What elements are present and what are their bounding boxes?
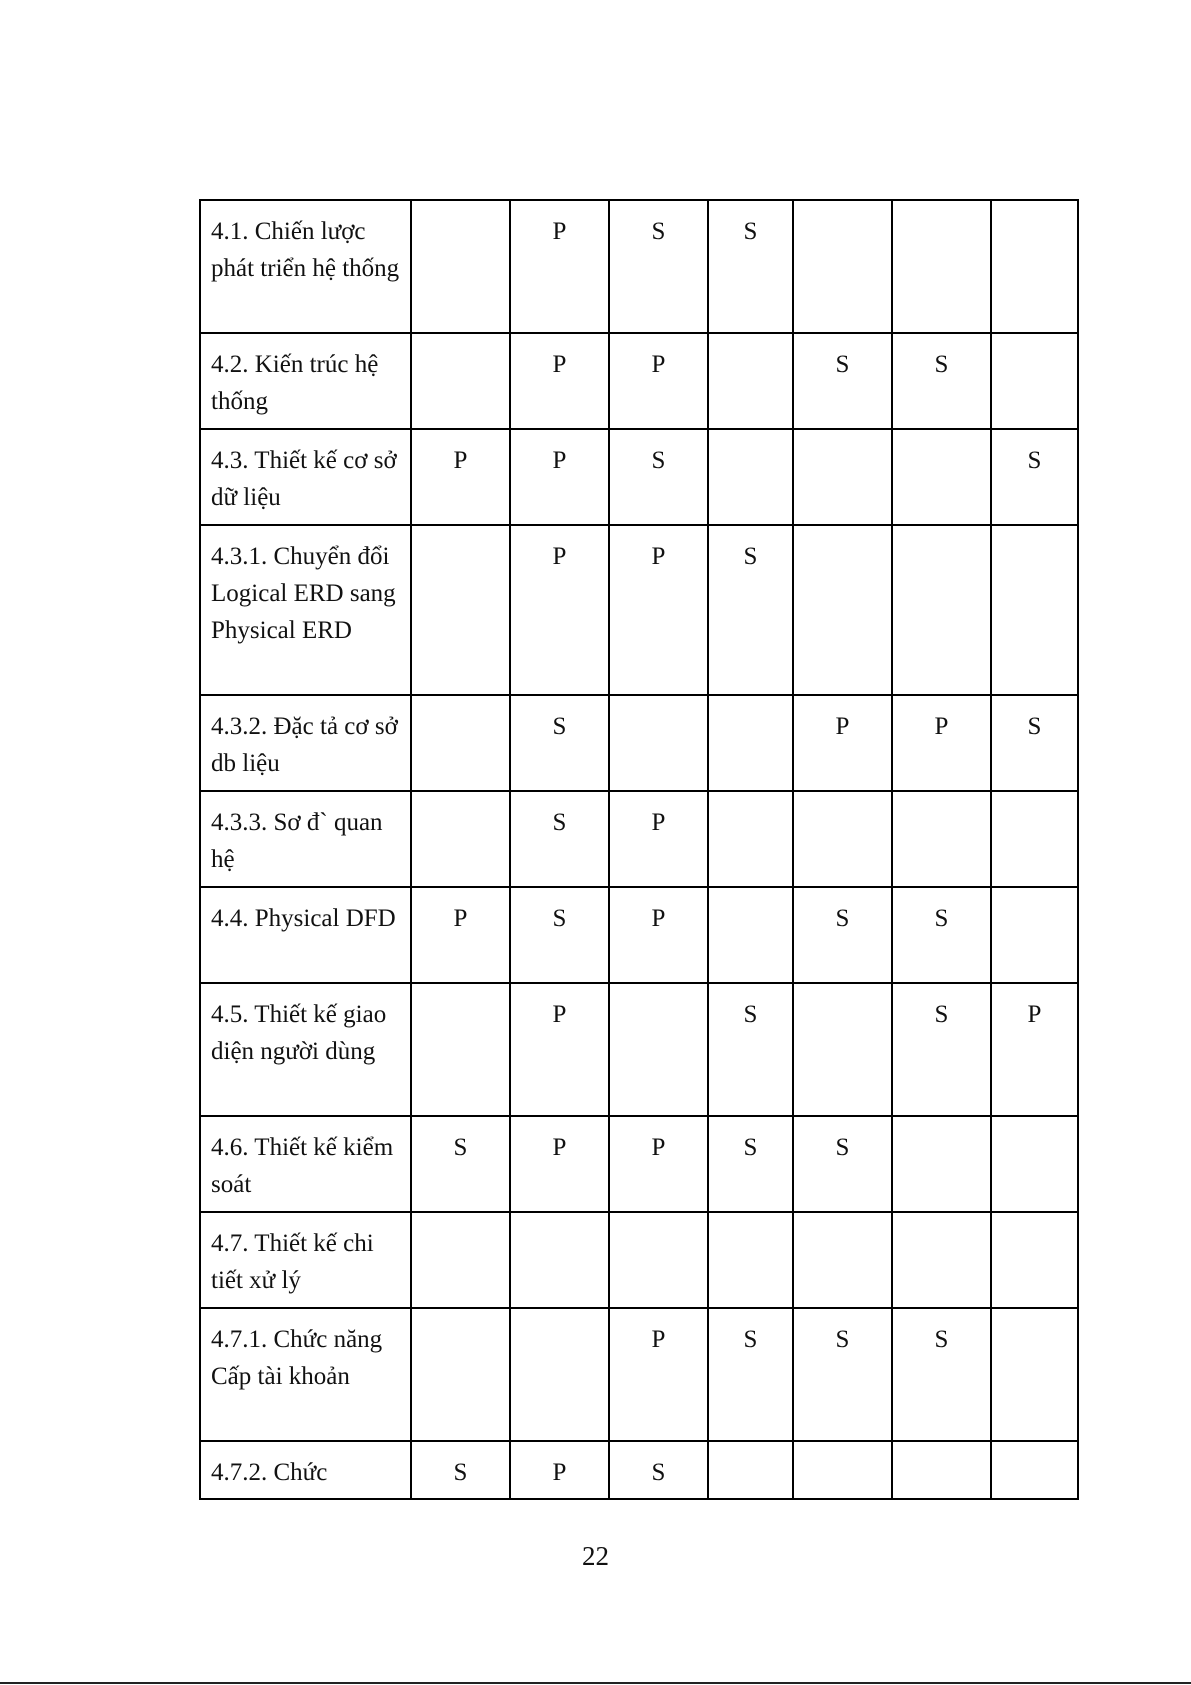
- responsibility-cell: S: [510, 695, 609, 791]
- responsibility-cell: P: [991, 983, 1078, 1116]
- matrix-body: [200, 200, 1078, 1499]
- table-row: [200, 1212, 1078, 1308]
- table-row: [200, 695, 1078, 791]
- responsibility-cell: [991, 525, 1078, 695]
- responsibility-cell: [892, 1116, 991, 1212]
- responsibility-cell: S: [411, 1116, 510, 1212]
- responsibility-cell: [892, 429, 991, 525]
- table-row: [200, 887, 1078, 983]
- responsibility-cell: P: [609, 887, 708, 983]
- responsibility-cell: S: [991, 695, 1078, 791]
- table-row: [200, 333, 1078, 429]
- responsibility-matrix-table: [199, 199, 1079, 1500]
- table-row: [200, 791, 1078, 887]
- responsibility-cell: [793, 429, 892, 525]
- table-row: [200, 200, 1078, 333]
- task-cell: 4.3.2. Đặc tả cơ sở db liệu: [200, 695, 411, 791]
- responsibility-cell: P: [609, 1308, 708, 1441]
- responsibility-cell: P: [609, 525, 708, 695]
- responsibility-cell: P: [510, 1116, 609, 1212]
- responsibility-cell: [793, 791, 892, 887]
- responsibility-cell: [708, 791, 793, 887]
- table-row: [200, 1308, 1078, 1441]
- responsibility-cell: P: [510, 983, 609, 1116]
- responsibility-cell: [411, 333, 510, 429]
- responsibility-cell: [892, 791, 991, 887]
- table-row: [200, 429, 1078, 525]
- responsibility-cell: S: [411, 1441, 510, 1499]
- responsibility-cell: [708, 695, 793, 791]
- responsibility-cell: S: [793, 333, 892, 429]
- responsibility-cell: [892, 200, 991, 333]
- responsibility-cell: S: [991, 429, 1078, 525]
- responsibility-cell: [892, 1441, 991, 1499]
- responsibility-cell: [793, 1212, 892, 1308]
- responsibility-cell: S: [708, 200, 793, 333]
- responsibility-cell: [793, 525, 892, 695]
- responsibility-cell: [991, 200, 1078, 333]
- responsibility-cell: P: [609, 333, 708, 429]
- responsibility-cell: [510, 1212, 609, 1308]
- task-cell: 4.3.3. Sơ đ` quan hệ: [200, 791, 411, 887]
- page-number: 22: [582, 1541, 609, 1571]
- responsibility-cell: P: [510, 1441, 609, 1499]
- responsibility-cell: P: [609, 791, 708, 887]
- responsibility-cell: [991, 1212, 1078, 1308]
- responsibility-cell: [411, 200, 510, 333]
- responsibility-cell: [991, 1308, 1078, 1441]
- task-cell: 4.7.1. Chức năng Cấp tài khoản: [200, 1308, 411, 1441]
- responsibility-cell: [708, 887, 793, 983]
- responsibility-cell: S: [510, 791, 609, 887]
- responsibility-cell: [411, 1212, 510, 1308]
- responsibility-cell: [411, 1308, 510, 1441]
- responsibility-cell: P: [510, 333, 609, 429]
- responsibility-cell: S: [793, 887, 892, 983]
- responsibility-cell: [991, 791, 1078, 887]
- responsibility-cell: S: [510, 887, 609, 983]
- table-row: [200, 1441, 1078, 1499]
- responsibility-cell: S: [892, 887, 991, 983]
- task-cell: 4.3. Thiết kế cơ sở dữ liệu: [200, 429, 411, 525]
- task-cell: 4.7.2. Chức: [200, 1441, 411, 1499]
- task-cell: 4.4. Physical DFD: [200, 887, 411, 983]
- task-cell: 4.6. Thiết kế kiểm soát: [200, 1116, 411, 1212]
- responsibility-cell: [991, 1116, 1078, 1212]
- responsibility-cell: P: [510, 200, 609, 333]
- task-cell: 4.5. Thiết kế giao diện người dùng: [200, 983, 411, 1116]
- responsibility-cell: S: [793, 1116, 892, 1212]
- responsibility-cell: S: [708, 1308, 793, 1441]
- responsibility-cell: [708, 333, 793, 429]
- responsibility-cell: S: [708, 1116, 793, 1212]
- responsibility-cell: S: [609, 200, 708, 333]
- bottom-divider: [0, 1682, 1191, 1684]
- responsibility-cell: [411, 695, 510, 791]
- responsibility-cell: P: [510, 429, 609, 525]
- responsibility-cell: S: [708, 983, 793, 1116]
- table-row: [200, 983, 1078, 1116]
- responsibility-cell: P: [609, 1116, 708, 1212]
- responsibility-cell: [411, 983, 510, 1116]
- responsibility-cell: S: [609, 429, 708, 525]
- responsibility-cell: [991, 333, 1078, 429]
- responsibility-cell: [991, 1441, 1078, 1499]
- responsibility-cell: [609, 983, 708, 1116]
- responsibility-cell: [609, 695, 708, 791]
- responsibility-cell: [510, 1308, 609, 1441]
- responsibility-cell: S: [892, 333, 991, 429]
- responsibility-cell: P: [892, 695, 991, 791]
- responsibility-cell: [892, 525, 991, 695]
- responsibility-cell: P: [411, 429, 510, 525]
- responsibility-cell: S: [609, 1441, 708, 1499]
- responsibility-cell: S: [708, 525, 793, 695]
- responsibility-cell: P: [510, 525, 609, 695]
- responsibility-cell: [411, 525, 510, 695]
- task-cell: 4.7. Thiết kế chi tiết xử lý: [200, 1212, 411, 1308]
- responsibility-cell: [411, 791, 510, 887]
- responsibility-cell: S: [892, 1308, 991, 1441]
- table-row: [200, 1116, 1078, 1212]
- responsibility-cell: S: [892, 983, 991, 1116]
- responsibility-cell: [793, 1441, 892, 1499]
- table-row: [200, 525, 1078, 695]
- responsibility-cell: [708, 429, 793, 525]
- responsibility-cell: [892, 1212, 991, 1308]
- responsibility-cell: [708, 1441, 793, 1499]
- responsibility-cell: [793, 983, 892, 1116]
- responsibility-cell: P: [793, 695, 892, 791]
- responsibility-cell: S: [793, 1308, 892, 1441]
- responsibility-cell: [991, 887, 1078, 983]
- task-cell: 4.2. Kiến trúc hệ thống: [200, 333, 411, 429]
- responsibility-cell: [609, 1212, 708, 1308]
- task-cell: 4.3.1. Chuyển đổi Logical ERD sang Physical ERD: [200, 525, 411, 695]
- responsibility-cell: [793, 200, 892, 333]
- responsibility-cell: P: [411, 887, 510, 983]
- responsibility-cell: [708, 1212, 793, 1308]
- task-cell: 4.1. Chiến lược phát triển hệ thống: [200, 200, 411, 333]
